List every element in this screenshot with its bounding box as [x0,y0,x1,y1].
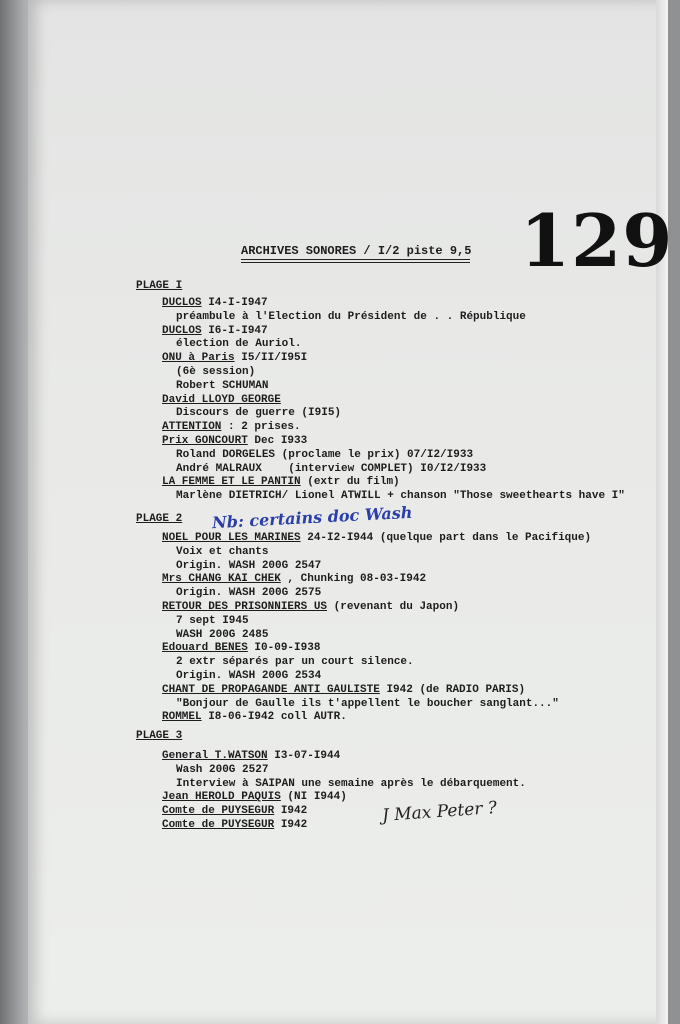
entry-text: Wash 200G 2527 [176,763,269,776]
entry-text: Origin. WASH 200G 2547 [176,559,322,572]
page-number: 129 [520,198,674,283]
entry-text: I8-06-I942 coll AUTR. [201,711,347,724]
entry-heading: Comte de PUYSEGUR [162,805,275,818]
entry-text: (revenant du Japon) [327,601,460,613]
entry-text: Robert SCHUMAN [176,379,269,392]
entry-heading: ONU à Paris [162,352,235,365]
entry-heading: Mrs CHANG KAI CHEK [162,573,281,586]
entry-heading: Jean HEROLD PAQUIS [162,791,281,804]
entry-line [162,642,320,655]
entry-text: Roland DORGELES (proclame le prix) 07/I2/I933 [176,448,474,461]
entry-line [176,560,321,573]
entry-line [176,490,625,503]
entry-line [162,476,400,489]
entry-line [162,297,268,310]
entry-line [162,532,591,545]
page-edge [656,0,668,1024]
entry-heading: NOEL POUR LES MARINES [162,532,301,544]
entry-line [162,421,301,434]
entry-heading: LA FEMME ET LE PANTIN [162,476,301,489]
entry-text: Voix et chants [176,545,269,558]
entry-text: Dec I933 [247,435,308,447]
entry-line [176,778,526,791]
entry-heading: ROMMEL [162,711,202,724]
entry-heading: Edouard BENES [162,642,248,655]
entry-text: Origin. WASH 200G 2534 [176,670,322,682]
entry-text: (extr du film) [300,476,400,489]
entry-text: I6-I-I947 [201,324,268,337]
entry-text: I0-09-I938 [247,642,321,655]
entry-line [162,573,426,586]
entry-heading: CHANT DE PROPAGANDE ANTI GAULISTE [162,683,380,696]
entry-line [162,435,307,448]
entry-line [176,546,268,559]
entry-text: élection de Auriol. [176,338,302,351]
entry-line [162,684,525,697]
entry-line [162,601,459,614]
entry-text: Origin. WASH 200G 2575 [176,587,322,600]
entry-text: I3-07-I944 [267,750,341,762]
entry-line [176,698,559,711]
entry-line [176,629,268,642]
entry-line [162,750,340,763]
entry-line [176,463,486,476]
entry-text: : 2 prises. [221,421,301,434]
entry-line [162,394,281,407]
title-underline [241,259,470,263]
entry-text: Discours de guerre (I9I5) [176,407,342,420]
section-label-plage-3: PLAGE 3 [136,730,183,742]
entry-text: I942 (de RADIO PARIS) [379,683,526,696]
entry-heading: DUCLOS [162,297,202,309]
entry-heading: DUCLOS [162,324,202,337]
entry-line [176,764,268,777]
entry-text: I942 [274,805,308,818]
entry-heading: General T.WATSON [162,750,268,762]
document-page [28,0,674,1024]
entry-line [162,325,268,338]
entry-text: préambule à l'Election du Président de . . République [176,310,526,323]
entry-text: I942 [274,819,308,831]
entry-line [176,587,321,600]
entry-text: , Chunking 08-03-I942 [280,573,427,586]
entry-text: WASH 200G 2485 [176,628,269,641]
entry-line [176,311,526,324]
entry-text: (6è session) [176,366,256,378]
entry-heading: David LLOYD GEORGE [162,393,281,406]
entry-line [176,338,301,351]
entry-text: Interview à SAIPAN une semaine après le débarquement. [176,777,526,790]
document-title: ARCHIVES SONORES / I/2 piste 9,5 [241,244,472,258]
handwritten-note-black: J Max Peter ? [381,798,498,826]
entry-text: (NI I944) [280,791,347,804]
entry-text: Marlène DIETRICH/ Lionel ATWILL + chanson "Those sweethearts have I" [176,490,625,503]
entry-line [176,449,473,462]
entry-line [176,656,414,669]
entry-text: 7 sept I945 [176,614,249,627]
entry-line [176,407,341,420]
section-label-plage-1: PLAGE I [136,280,183,292]
entry-line [176,366,255,379]
handwritten-note-blue: Nb: certains doc Wash [211,502,413,533]
entry-text: I4-I-I947 [201,297,268,309]
entry-text: André MALRAUX (interview COMPLET) I0/I2/I933 [176,462,487,475]
entry-line [176,380,268,393]
entry-line [162,819,307,832]
entry-line [162,805,307,818]
entry-text: I5/II/I95I [234,352,308,365]
entry-text: 2 extr séparés par un court silence. [176,656,414,669]
entry-line [176,615,249,628]
entry-heading: Comte de PUYSEGUR [162,819,275,831]
section-label-plage-2: PLAGE 2 [136,513,183,525]
entry-text: "Bonjour de Gaulle ils t'appellent le boucher sanglant..." [176,697,559,710]
entry-line [162,791,347,804]
entry-line [162,352,307,365]
entry-text: 24-I2-I944 (quelque part dans le Pacifique) [300,532,592,544]
entry-line [176,670,321,683]
entry-line [162,711,347,724]
entry-heading: RETOUR DES PRISONNIERS US [162,601,328,613]
entry-heading: Prix GONCOURT [162,435,248,447]
entry-heading: ATTENTION [162,421,222,434]
